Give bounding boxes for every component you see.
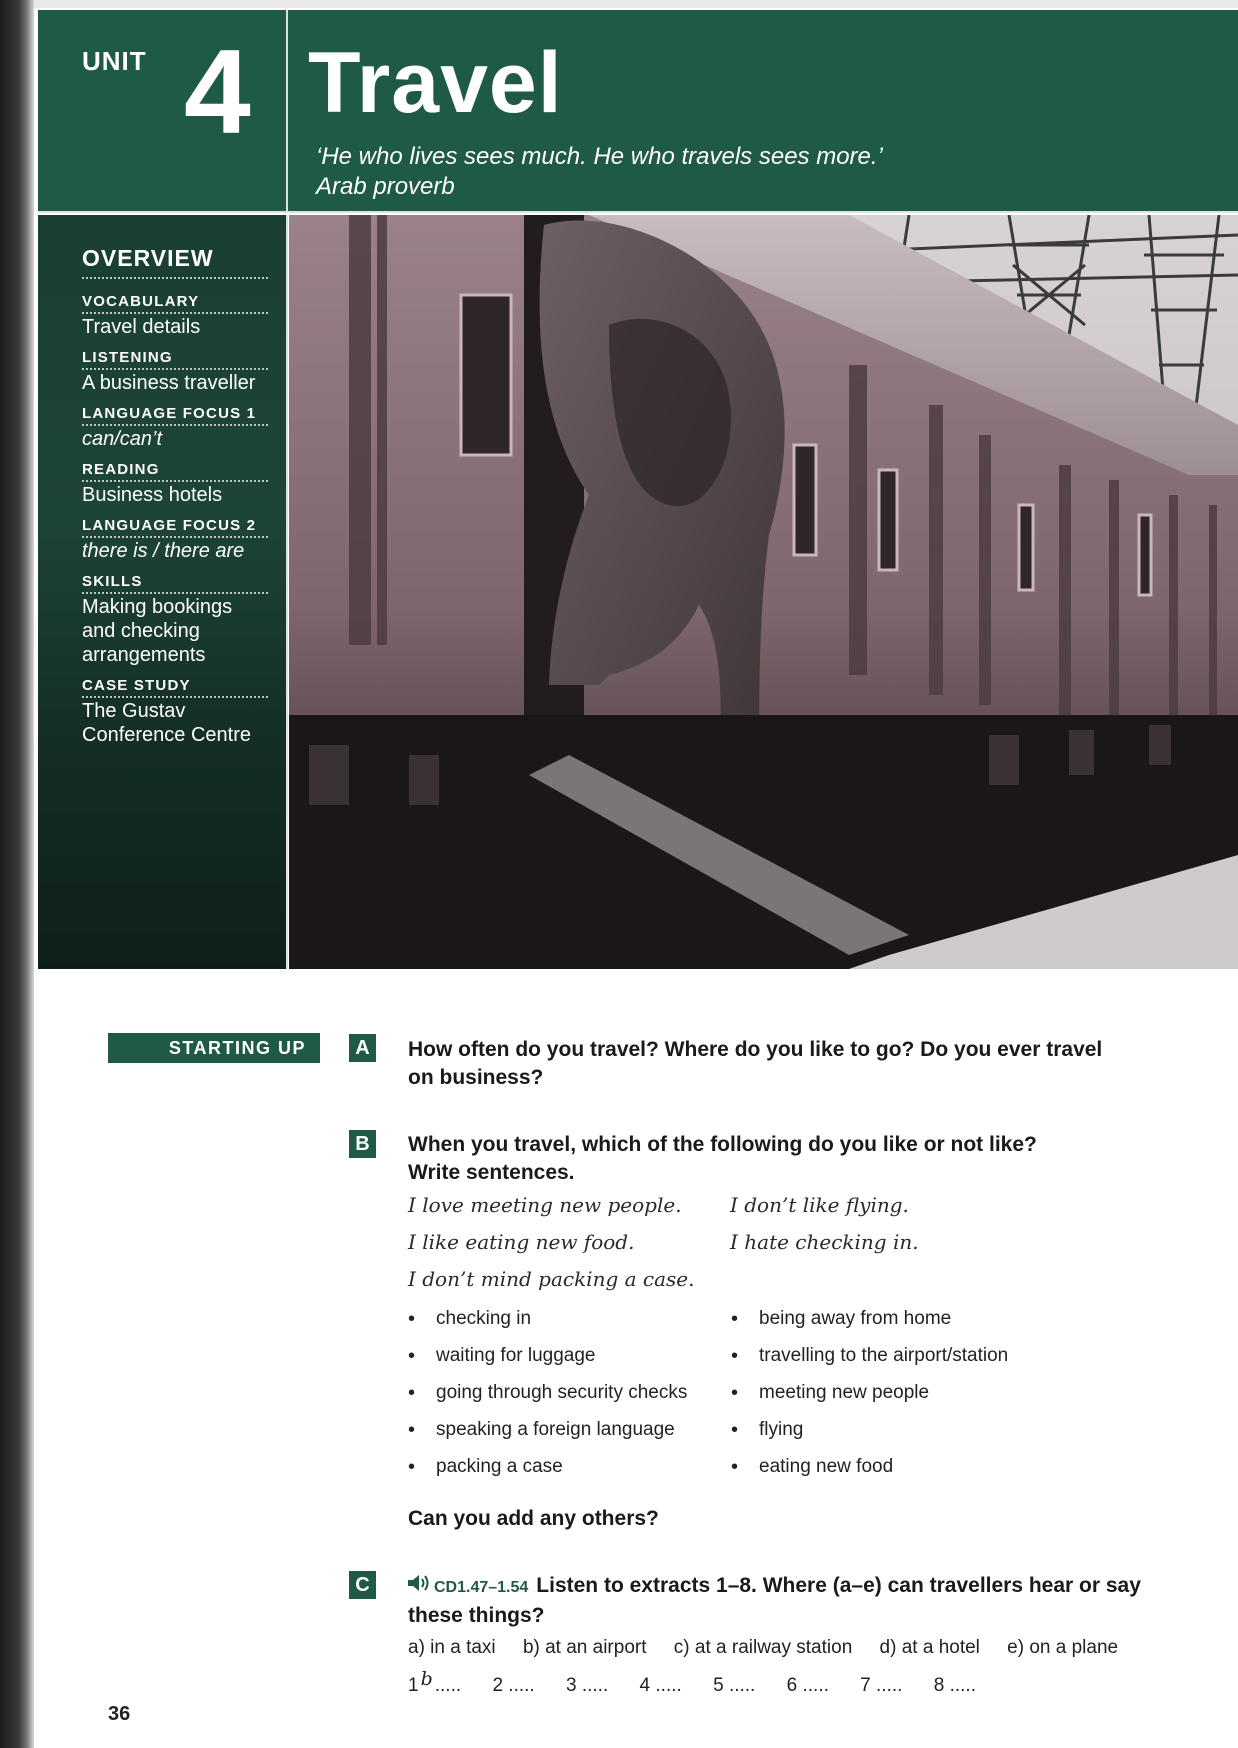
- section-c-marker: C: [349, 1571, 376, 1599]
- answer-blank: .....: [581, 1675, 609, 1696]
- unit-title: Travel: [308, 35, 563, 131]
- answer-blank: .....: [876, 1675, 903, 1696]
- section-c-question: [408, 1572, 1188, 1630]
- page-number: 36: [108, 1703, 131, 1725]
- example-sentence: I love meeting new people.: [408, 1193, 682, 1217]
- overview-title: OVERVIEW: [82, 245, 214, 271]
- travel-activities-list-right: [731, 1306, 1008, 1491]
- page-top-edge: [34, 0, 1238, 8]
- answer-slot[interactable]: [566, 1675, 608, 1697]
- overview-item: [82, 517, 268, 563]
- overview-item: [82, 293, 268, 339]
- answer-slot[interactable]: [492, 1675, 534, 1697]
- answer-number: 4: [639, 1675, 651, 1696]
- section-b-marker: B: [349, 1130, 376, 1158]
- overview-category: CASE STUDY: [82, 677, 268, 698]
- overview-topic: Travel details: [82, 316, 201, 338]
- list-item: • going through security checks: [408, 1380, 687, 1417]
- unit-box: [38, 10, 288, 213]
- answer-number: 2: [492, 1675, 504, 1696]
- location-options: [408, 1637, 1140, 1659]
- epigraph-source: Arab proverb: [316, 173, 455, 200]
- answer-blank: .....: [655, 1675, 682, 1696]
- overview-topic: can/can’t: [82, 428, 163, 450]
- unit-label: UNIT: [82, 46, 147, 76]
- section-c-question-text: Listen to extracts 1–8. Where (a–e) can travellers hear or say these things?: [408, 1574, 1141, 1627]
- overview-item: [82, 405, 268, 451]
- overview-title-rule: [82, 277, 268, 279]
- answer-blank: .....: [434, 1675, 462, 1696]
- overview-category: LANGUAGE FOCUS 1: [82, 405, 268, 426]
- answer-number: 5: [713, 1675, 724, 1696]
- list-item: • flying: [731, 1417, 1008, 1454]
- list-item: • being away from home: [731, 1306, 1008, 1343]
- answer-slot[interactable]: [860, 1675, 902, 1697]
- answer-slot[interactable]: [408, 1668, 462, 1697]
- audio-track-ref: CD1.47–1.54: [434, 1579, 529, 1596]
- answer-number: 6: [786, 1675, 798, 1696]
- answer-slot[interactable]: [713, 1675, 755, 1697]
- overview-category: LANGUAGE FOCUS 2: [82, 517, 268, 538]
- section-a-marker: A: [349, 1034, 376, 1062]
- unit-header: [38, 10, 1238, 213]
- overview-category: LISTENING: [82, 349, 268, 370]
- example-sentence: I hate checking in.: [730, 1230, 919, 1254]
- overview-category: VOCABULARY: [82, 293, 268, 314]
- option-item: c) at a railway station: [673, 1637, 853, 1658]
- header-divider: [38, 211, 1238, 213]
- list-item: • checking in: [408, 1306, 687, 1343]
- answer-slot[interactable]: [640, 1675, 682, 1697]
- answer-blank: .....: [508, 1675, 535, 1696]
- epigraph: [316, 142, 883, 202]
- overview-category: SKILLS: [82, 573, 268, 594]
- option-item: d) at a hotel: [879, 1637, 980, 1658]
- list-item: • packing a case: [408, 1454, 687, 1491]
- overview-item: [82, 349, 268, 395]
- example-sentence: I don’t like flying.: [730, 1193, 909, 1217]
- list-item: • waiting for luggage: [408, 1343, 687, 1380]
- overview-panel: [38, 215, 288, 969]
- list-item: • eating new food: [731, 1454, 1008, 1491]
- overview-item: [82, 461, 268, 507]
- handwritten-answer: b: [420, 1668, 433, 1690]
- answer-slot[interactable]: [934, 1675, 976, 1697]
- answer-blank: .....: [802, 1675, 829, 1696]
- overview-category: READING: [82, 461, 268, 482]
- book-spine: [0, 0, 34, 1748]
- overview-topic: A business traveller: [82, 372, 256, 394]
- answer-number: 3: [565, 1675, 577, 1696]
- example-sentence: I don’t mind packing a case.: [408, 1267, 695, 1291]
- option-item: a) in a taxi: [408, 1637, 496, 1658]
- overview-item: [82, 573, 268, 667]
- option-item: e) on a plane: [1007, 1637, 1119, 1658]
- travel-activities-list-left: [408, 1306, 687, 1491]
- list-item: • meeting new people: [731, 1380, 1008, 1417]
- answer-blank: .....: [949, 1675, 976, 1696]
- answer-number: 7: [860, 1675, 871, 1696]
- option-item: b) at an airport: [522, 1637, 647, 1658]
- overview-topic: Business hotels: [82, 484, 223, 506]
- answer-blanks: [408, 1668, 1002, 1697]
- audio-speaker-icon[interactable]: [408, 1572, 430, 1600]
- example-sentence: I like eating new food.: [408, 1230, 635, 1254]
- list-item: • speaking a foreign language: [408, 1417, 687, 1454]
- unit-number: 4: [184, 25, 251, 159]
- list-item: • travelling to the airport/station: [731, 1343, 1008, 1380]
- unit-photo-elephant-train: [289, 215, 1238, 969]
- answer-blank: .....: [728, 1675, 756, 1696]
- section-a-question: How often do you travel? Where do you like to go? Do you ever travel on business?: [408, 1038, 1103, 1089]
- section-b-question: When you travel, which of the following do you like or not like? Write sentences.: [408, 1133, 1037, 1184]
- overview-item: [82, 677, 268, 747]
- overview-topic: Making bookings and checking arrangements: [82, 596, 233, 666]
- section-b-follow-up: Can you add any others?: [408, 1507, 659, 1530]
- overview-list: [82, 293, 268, 757]
- starting-up-label: STARTING UP: [108, 1033, 320, 1063]
- answer-number: 8: [933, 1675, 945, 1696]
- epigraph-quote: ‘He who lives sees much. He who travels sees more.’: [316, 143, 883, 170]
- answer-number: 1: [408, 1675, 419, 1696]
- overview-topic: The Gustav Conference Centre: [82, 700, 251, 746]
- answer-slot[interactable]: [787, 1675, 829, 1697]
- overview-topic: there is / there are: [82, 540, 245, 562]
